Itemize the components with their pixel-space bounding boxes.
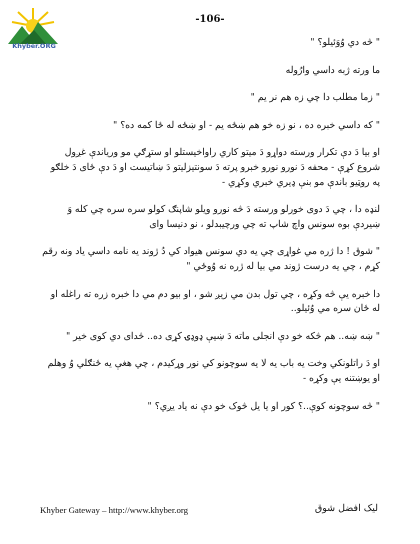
paragraph-5: او بيا دَ دې تکرار ورسته دواړو دَ ميتو کاري راواخيستلو او ستړګي مو ورياندې غږول شروع کړې - محفه دَ نورو نورو خبرو پرته دَ سونتيزليتو دَ ښاتيست او دَ دې ځای دَ خلګو په روټيو باندې مو بنې ډيري خبري وکړي - — [50, 147, 380, 188]
paragraph-6: لنډه دا ، چي دَ دوی خورلو ورسته دَ څه نورو ويلو شاپنګ کولو سره سره چي کله وَ ښيردې بوه سونس واچ شاپ ته چي ورچيبدلو ، نو دنيسا وای — [67, 204, 380, 230]
page-number: -106- — [195, 14, 225, 25]
footer-site-link[interactable]: Khyber Gateway – http://www.khyber.org — [40, 505, 189, 515]
paragraph-3: " زما مطلب دا چي زه هم نر يم " — [250, 92, 380, 104]
paragraph-7: " شوق ! دا ژره مي غواړی چي يه دي سونس هيواد کي دُ ژوند يه نامه داسي ياد ونه رقم کړم ، چي يه درست ژوند مي بيا له ژره نه وُوځي " — [42, 246, 380, 272]
paragraph-1: " څه دي وُوَئيلو؟ " — [310, 37, 380, 48]
paragraph-4: " که داسي خبره ده ، نو زه خو هم ښځه يم - او ښځه له ځا کمه ده؟ " — [113, 119, 380, 131]
paragraph-11: " څه سوچونه کوې..؟ کور او يا يل څوک خو دې نه ياد يږي؟ " — [147, 400, 380, 412]
logo-label: Khyber.ORG — [12, 42, 56, 50]
paragraph-10: او دَ راتلونکي وخت يه باب يه لا يه سوچونو کي نور وړکيدم ، چي هغې يه ځنګلي وُ وهلم او يوښتنه يې وکړه - — [47, 358, 380, 384]
paragraph-9: " ښه ښه.. هم څکه خو دې انجلی ماته دَ ښيې ډوډۍ کړی ده.. څدای دي کوی خير " — [65, 330, 380, 342]
paragraph-8: دا خبره يې څه وکړه ، چي تول بدن مي زيږ شو ، او بيو دم مي دا خبره زره ته راغله او له ځان سره مي وُئيلو.. — [50, 288, 380, 315]
paragraph-2: ما ورته ژبه داسي وارُوله — [285, 64, 380, 76]
footer-author: ليک افضل شوق — [314, 503, 378, 514]
page-body — [42, 36, 380, 414]
